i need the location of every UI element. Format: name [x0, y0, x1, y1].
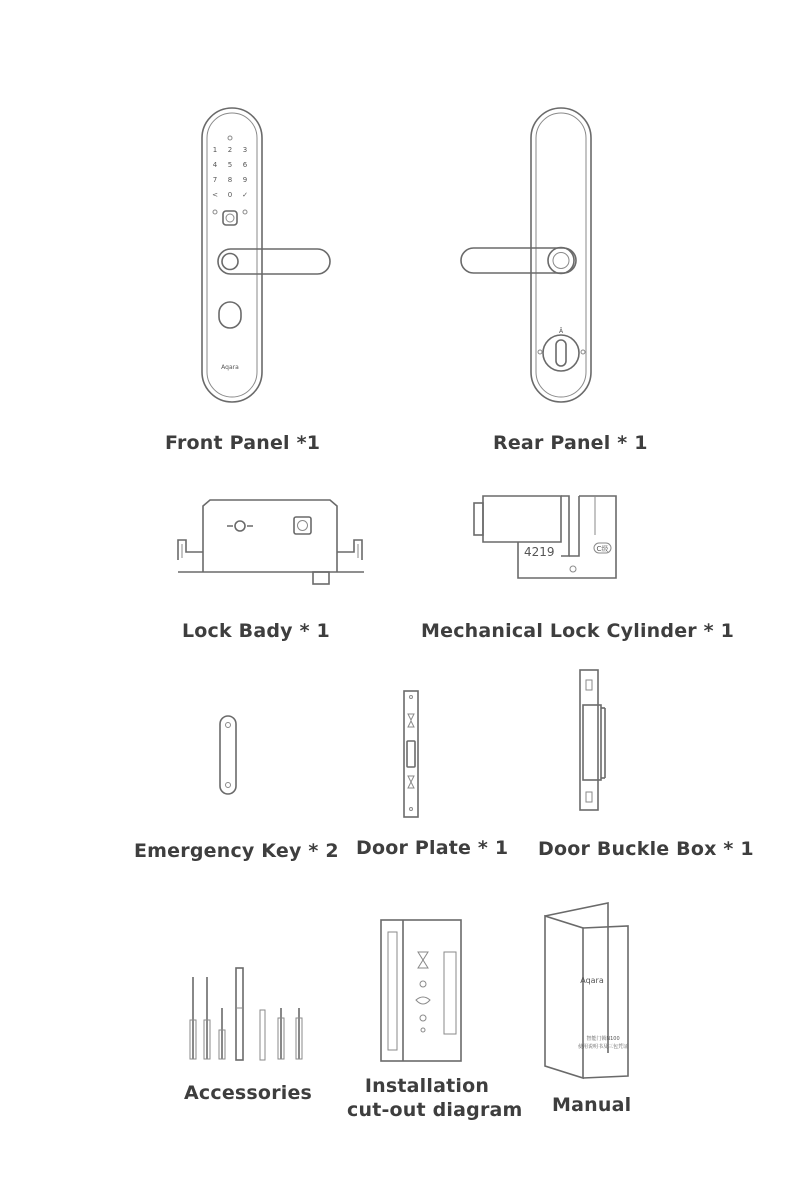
keypad-key: <: [212, 191, 218, 199]
manual-drawing: [545, 903, 628, 1078]
keypad-key: 7: [212, 176, 218, 184]
keypad-key: 1: [212, 146, 218, 154]
keypad-key: 6: [242, 161, 248, 169]
door-plate-label: Door Plate * 1: [356, 837, 509, 859]
door-buckle-box-label: Door Buckle Box * 1: [538, 838, 754, 860]
installation-diagram-label-line1: Installation: [364, 1075, 490, 1097]
keypad-key: 9: [242, 176, 248, 184]
accessories-label: Accessories: [184, 1082, 313, 1104]
keypad-key: 2: [227, 146, 233, 154]
cylinder-code: 4219: [524, 545, 555, 559]
manual-label: Manual: [552, 1094, 632, 1116]
manual-line1: 智能门锁N100: [586, 1036, 620, 1042]
cylinder-badge: C级: [596, 545, 609, 553]
keypad-key: 0: [227, 191, 233, 199]
emergency-key-drawing: [220, 716, 236, 794]
door-buckle-box-drawing: [580, 670, 605, 810]
lock-body-label: Lock Bady * 1: [182, 620, 330, 642]
lock-cylinder-label: Mechanical Lock Cylinder * 1: [421, 620, 735, 642]
svg-text:Ā: Ā: [558, 328, 564, 335]
manual-brand: Aqara: [580, 976, 604, 985]
emergency-key-label: Emergency Key * 2: [134, 840, 339, 862]
accessories-drawing: [190, 968, 302, 1060]
front-panel-brand: Aqara: [221, 364, 239, 371]
door-plate-drawing: [404, 691, 418, 817]
keypad-key: 5: [227, 161, 233, 169]
installation-diagram-label-line2: cut-out diagram: [347, 1099, 523, 1121]
keypad: [212, 146, 248, 199]
manual-line2: 使用说明书及三包凭证: [577, 1044, 629, 1050]
front-panel-drawing: [202, 108, 330, 402]
installation-diagram-drawing: [381, 920, 461, 1061]
rear-panel-drawing: [461, 108, 591, 402]
front-panel-label: Front Panel *1: [165, 432, 321, 454]
lock-cylinder-drawing: [474, 496, 616, 578]
lock-body-drawing: [178, 500, 364, 584]
keypad-key: 3: [242, 146, 248, 154]
keypad-key: 4: [212, 161, 218, 169]
keypad-key: ✓: [242, 191, 248, 199]
rear-panel-label: Rear Panel * 1: [493, 432, 648, 454]
keypad-key: 8: [227, 176, 233, 184]
